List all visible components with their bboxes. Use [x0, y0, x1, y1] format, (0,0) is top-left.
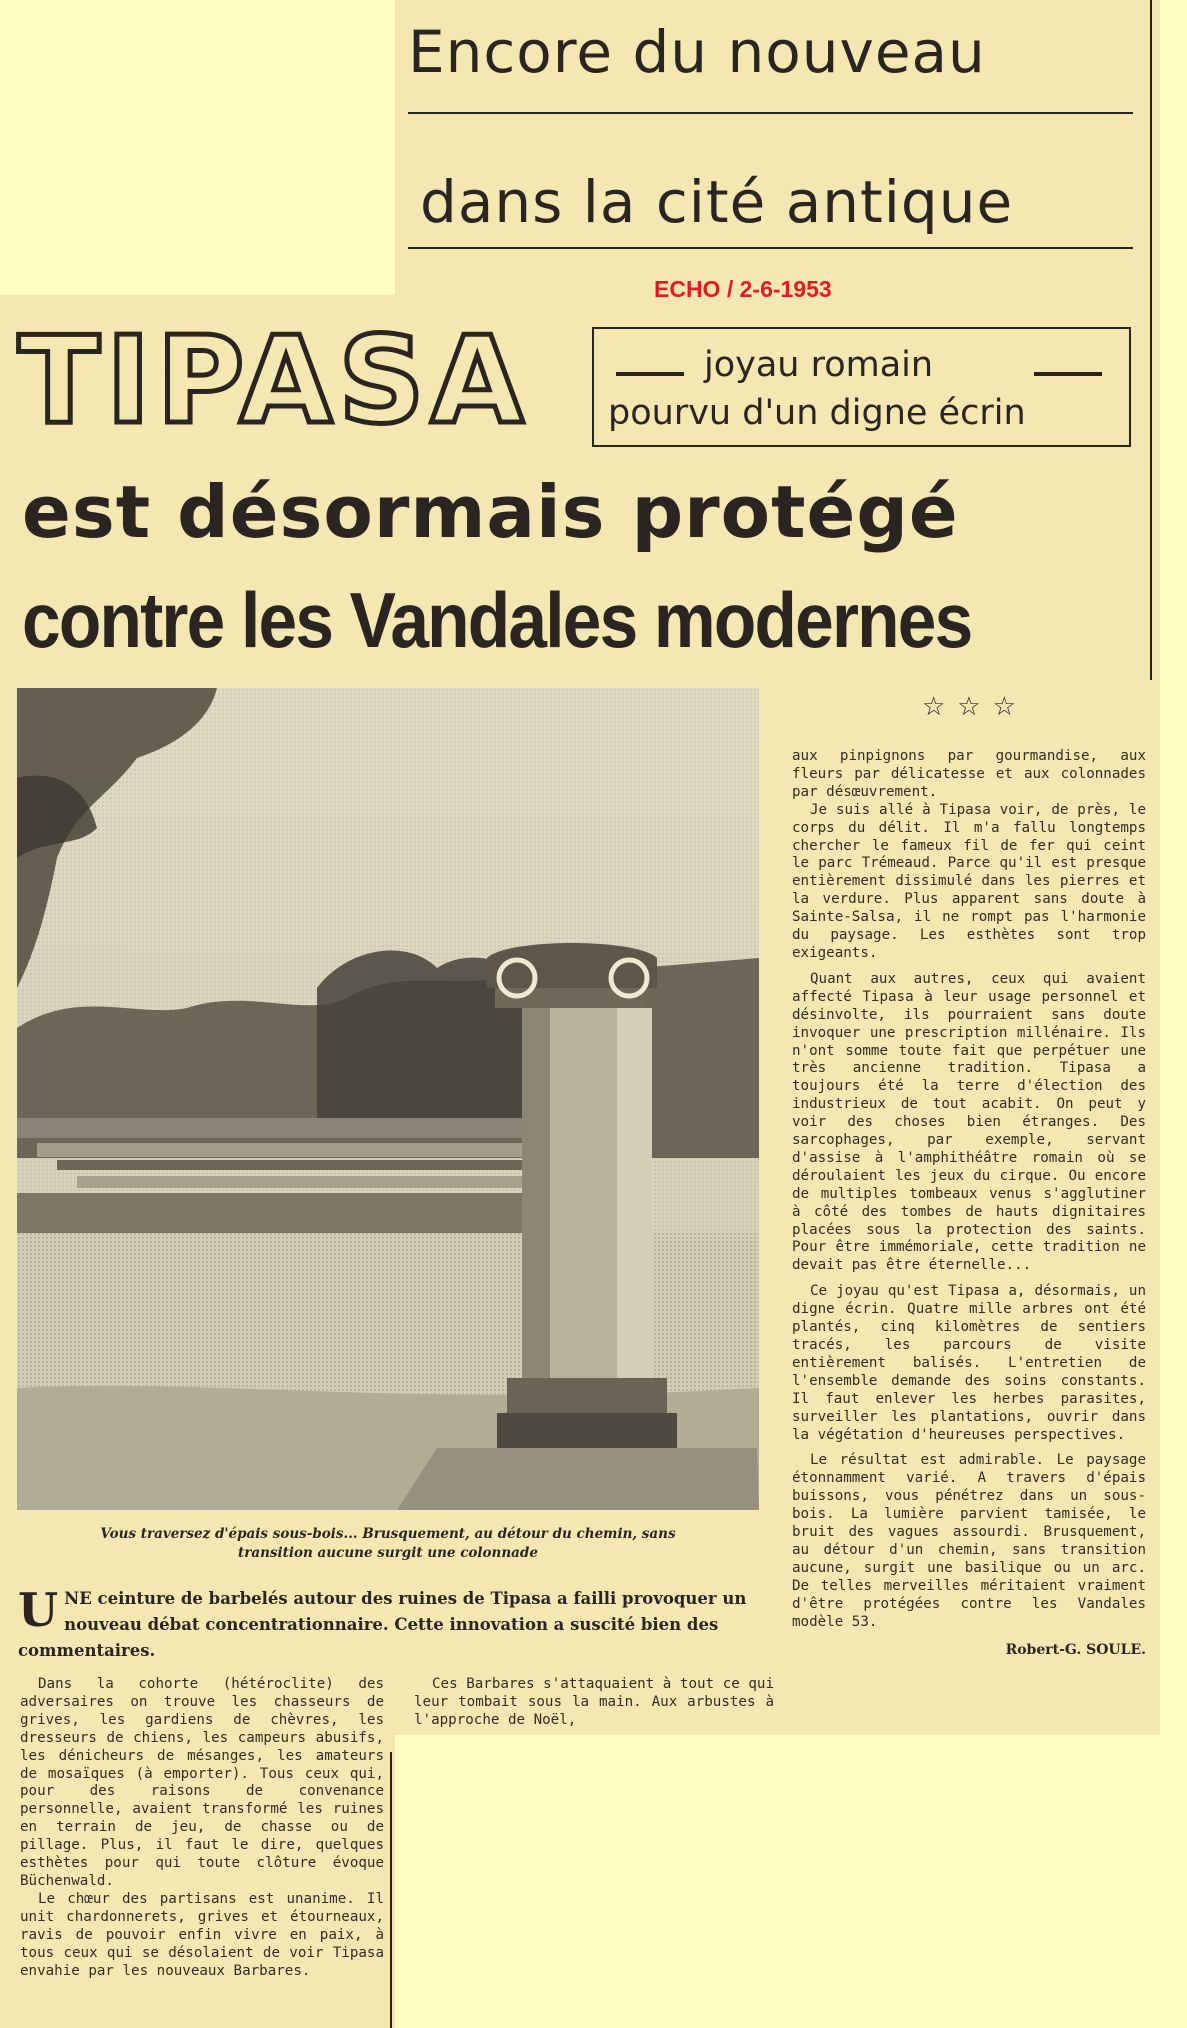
- subtitle-box: [592, 327, 1131, 447]
- col3-paragraph-1: aux pinpignons par gourmandise, aux fleurs par délicatesse et aux colonnades par désœuvrement.: [792, 748, 1146, 800]
- dash-left: [616, 372, 684, 376]
- col2-paragraph-1: Ces Barbares s'attaquaient à tout ce qui leur tombait sous la main. Aux arbustes à l'approche de Noël,: [414, 1676, 774, 1728]
- photo-caption-line-1: Vous traversez d'épais sous-bois... Brusquement, au détour du chemin, sans: [100, 1526, 676, 1542]
- source-tag: ECHO / 2-6-1953: [654, 276, 832, 302]
- kicker-rule-1: [408, 112, 1133, 114]
- col3-paragraph-4: Ce joyau qu'est Tipasa a, désormais, un digne écrin. Quatre mille arbres ont été plantés, cinq kilomètres de sentiers tracés, les parcours de visite entièrement balisés. L'entretien de l'ensemble demande des soins constants. Il faut enlever les herbes parasites, surveiller les plantations, ouvrir dans la végétation d'heureuses perspectives.: [792, 1283, 1146, 1443]
- right-border-rule: [1150, 0, 1152, 680]
- photo-caption-line-2: transition aucune surgit une colonnade: [238, 1545, 538, 1561]
- kicker-rule-2: [408, 247, 1133, 249]
- col3-paragraph-2: Je suis allé à Tipasa voir, de près, le corps du délit. Il m'a fallu longtemps chercher le fameux fil de fer qui ceint le parc Trémeaud. Parce qu'il est presque entièrement dissimulé dans les pierres et la verdure. Plus apparent sans doute à Sainte-Salsa, il ne rompt pas l'harmonie du paysage. Les esthètes sont trop exigeants.: [792, 801, 1146, 961]
- lede-paragraph: [18, 1583, 778, 1664]
- col3-paragraph-3: Quant aux autres, ceux qui avaient affecté Tipasa à leur usage personnel et désinvolte, ils pourraient sans doute invoquer une prescription millénaire. Ils n'ont somme toute fait que perpétuer une très ancienne tradition. Tipasa a toujours été la terre d'élection des industrieux de tout acabit. On peut y voir des choses bien étranges. Des sarcophages, par exemple, servant d'assise à l'amphithéâtre romain où se déroulaient les jeux du cirque. Ou encore de multiples tombeaux venus s'agglutiner à côté des tombes de hauts dignitaires placées sous la protection des saints. Pour être immémoriale, cette tradition ne devait pas être éternelle...: [792, 970, 1146, 1274]
- dash-right: [1034, 372, 1102, 376]
- kicker-line-2: dans la cité antique: [420, 168, 1014, 236]
- col3-paragraph-5: Le résultat est admirable. Le paysage étonnamment varié. A travers d'épais buissons, vous pénétrez dans un sous-bois. La lumière parvient tamisée, le bruit des vagues assourdi. Brusquement, au détour d'un chemin, sans transition aucune, surgit une basilique ou un arc. De telles merveilles méritaient vraiment d'être protégées contre les Vandales modèle 53.: [792, 1452, 1146, 1630]
- photo-tipasa-ruins: [17, 688, 759, 1510]
- headline-side-rule: [1150, 650, 1152, 680]
- lede-text: NE ceinture de barbelés autour des ruines de Tipasa a failli provoquer un nouveau débat concentrationnaire. Cette innovation a suscité bien des commentaires.: [18, 1589, 747, 1660]
- photo-caption: [17, 1525, 759, 1563]
- column-2: [414, 1676, 774, 1730]
- kicker-line-1: Encore du nouveau: [408, 18, 986, 86]
- col1-paragraph-1: Dans la cohorte (hétéroclite) des adversaires on trouve les chasseurs de grives, les gardiens de chèvres, les dresseurs de chiens, les campeurs abusifs, les dénicheurs de mésanges, les amateurs de mosaïques (à emporter). Tous ceux qui, pour des raisons de convenance personnelle, avaient transformé les ruines en terrain de jeu, de chasse ou de pillage. Plus, il faut le dire, quelques esthètes pour qui toute clôture évoque Büchenwald.: [20, 1676, 384, 1889]
- subtitle-line-2: pourvu d'un digne écrin: [608, 393, 1026, 433]
- subtitle-line-1: joyau romain: [704, 345, 934, 385]
- photo-illustration: [17, 688, 759, 1510]
- column-1: [20, 1676, 384, 1980]
- column-divider: [390, 1752, 392, 2028]
- section-stars: ☆☆☆: [922, 692, 1028, 722]
- headline-line-1: est désormais protégé: [22, 470, 959, 554]
- headline-line-2: contre les Vandales modernes: [22, 576, 972, 664]
- col1-paragraph-2: Le chœur des partisans est unanime. Il unit chardonnerets, grives et étourneaux, ravis de pouvoir enfin vivre en paix, à tous ceux qui se désolaient de voir Tipasa envahie par les nouveaux Barbares.: [20, 1890, 384, 1979]
- title-tipasa: TIPASA: [18, 312, 530, 451]
- author-signature: Robert-G. SOULE.: [1005, 1641, 1146, 1658]
- column-3: [792, 748, 1146, 1659]
- lede-dropcap: U: [18, 1583, 59, 1637]
